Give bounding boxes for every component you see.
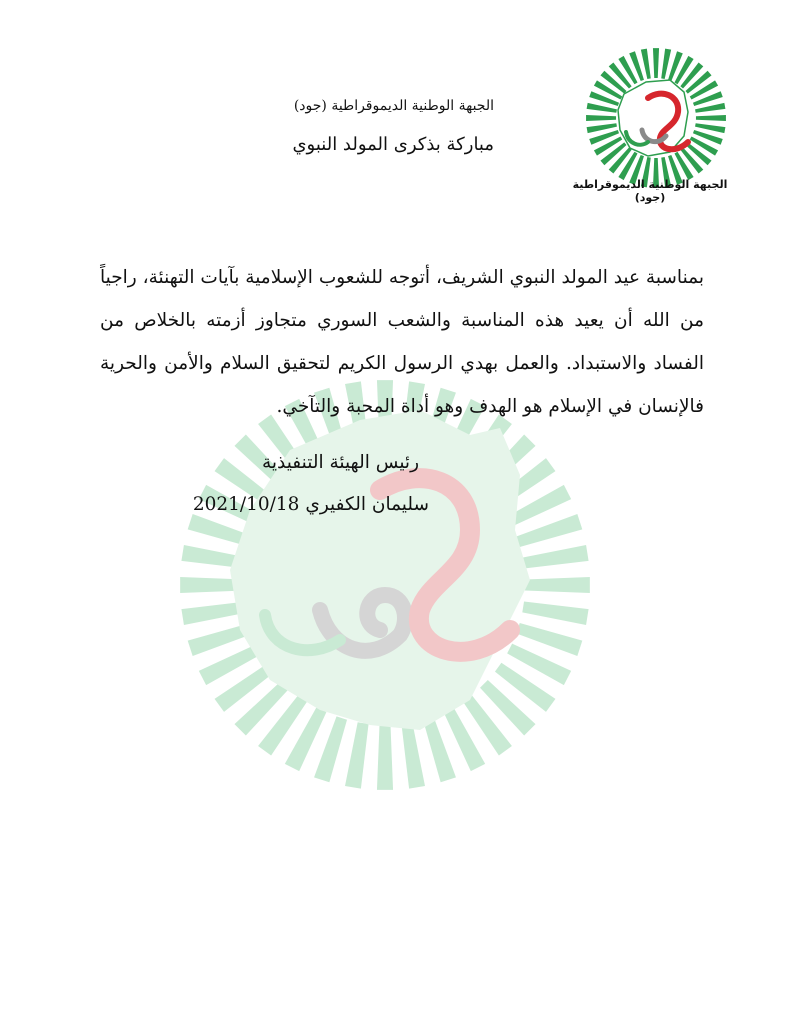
- watermark-logo: [170, 380, 600, 790]
- signature-name: سليمان الكفيري: [305, 494, 429, 515]
- page-title: مباركة بذكرى المولد النبوي: [292, 134, 494, 155]
- logo-ray: [587, 103, 617, 113]
- signature-date: 2021/10/18: [192, 494, 300, 515]
- org-logo: [584, 46, 728, 190]
- logo-ray: [587, 123, 617, 133]
- signature-position: رئيس الهيئة التنفيذية: [261, 452, 419, 473]
- org-name: الجبهة الوطنية الديموقراطية (جود): [293, 98, 494, 114]
- logo-ray: [696, 115, 726, 121]
- watermark-ray: [525, 577, 590, 593]
- logo-ray: [661, 49, 671, 79]
- logo-ray: [641, 49, 651, 79]
- logo-ray: [586, 115, 616, 121]
- logo-caption: الجبهة الوطنية الديموقراطية (جود): [572, 178, 728, 204]
- watermark-ray: [377, 725, 393, 790]
- logo-ray: [653, 48, 659, 78]
- watermark-ray: [522, 601, 588, 625]
- watermark-ray: [522, 545, 588, 569]
- body-paragraph: بمناسبة عيد المولد النبوي الشريف، أتوجه للشعوب الإسلامية بآيات التهنئة، راجياً من الله أن يعيد هذه المناسبة والشعب السوري متجاوز أزمته بالخلاص من الفساد والاستبداد. والعمل بهدي الرسول الكريم لتحقيق السلام والأمن والحرية فالإنسان في الإسلام هو الهدف وهو أداة المحبة والتآخي.: [100, 267, 704, 417]
- watermark-ray: [345, 722, 369, 788]
- logo-ray: [695, 103, 725, 113]
- watermark-ray: [401, 722, 425, 788]
- signature-line: [193, 494, 429, 515]
- logo-ray: [695, 123, 725, 133]
